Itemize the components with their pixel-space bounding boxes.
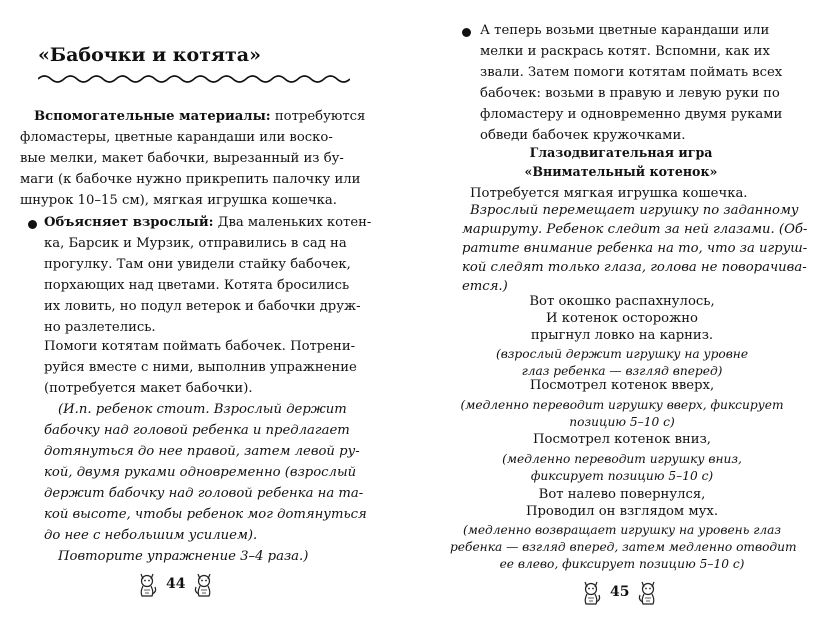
materials-line: маги (к бабочке нужно прикрепить палочку или — [20, 172, 361, 187]
adult-moves-line: маршруту. Ребенок следит за ней глазами. (Об- — [462, 222, 808, 237]
verse-note — [456, 451, 788, 485]
note-line: глаз ребенка — взгляд вперед) — [521, 364, 723, 378]
materials-line: шнурок 10–15 см), мягкая игрушка кошечка. — [20, 193, 337, 208]
verse-note — [456, 397, 788, 431]
intro-line: А теперь возьми цветные карандаши или — [480, 23, 770, 38]
intro-line: звали. Затем помоги котятам поймать всех — [480, 65, 783, 80]
kitten-icon — [136, 570, 158, 598]
help-line: руйся вместе с ними, выполнив упражнение — [44, 360, 357, 375]
verse-stanza — [456, 293, 788, 344]
adult-moves-line: Взрослый перемещает игрушку по заданному — [470, 203, 799, 218]
verse-note — [450, 522, 797, 573]
note-line: (медленно переводит игрушку вверх, фиксирует — [460, 398, 784, 412]
verse-stanza — [456, 431, 788, 448]
verse-line: Вот окошко распахнулось, — [529, 294, 715, 309]
instruction-line: бабочку над головой ребенка и предлагает — [44, 423, 350, 438]
adult-line: прогулку. Там они увидели стайку бабочек, — [44, 257, 351, 272]
game-heading — [456, 143, 786, 181]
game-heading-line: Глазодвигательная игра — [529, 145, 713, 160]
kitten-icon — [580, 578, 602, 606]
note-line: фиксирует позицию 5–10 с) — [530, 469, 714, 483]
note-line: ребенка — взгляд вперед, затем медленно отводит — [450, 540, 797, 554]
wavy-divider — [38, 73, 350, 85]
bullet-icon — [28, 220, 37, 229]
page-footer — [136, 570, 215, 598]
kitten-icon — [637, 578, 659, 606]
adult-line: их ловить, но подул ветерок и бабочки друж- — [44, 299, 361, 314]
adult-moves-line: ратите внимание ребенка на то, что за игруш- — [462, 241, 808, 256]
verse-line: И котенок осторожно — [546, 311, 698, 326]
page-number: 45 — [610, 584, 630, 600]
note-line: (медленно переводит игрушку вниз, — [502, 452, 742, 466]
verse-line: Посмотрел котенок вниз, — [533, 432, 711, 447]
note-line: (медленно возвращает игрушку на уровень глаз — [462, 523, 782, 537]
adult-line: Два маленьких котен- — [217, 215, 372, 230]
verse-line: Проводил он взглядом мух. — [525, 504, 719, 519]
instruction-line: кой, двумя руками одновременно (взрослый — [44, 465, 357, 480]
instruction-line: (И.п. ребенок стоит. Взрослый держит — [58, 402, 347, 417]
instruction-line: дотянуться до нее правой, затем левой ру- — [44, 444, 360, 459]
verse-note — [456, 346, 788, 380]
verse-stanza — [456, 486, 788, 520]
intro-line: мелки и раскрась котят. Вспомни, как их — [480, 44, 770, 59]
help-paragraph — [44, 336, 357, 399]
intro-line: обведи бабочек кружочками. — [480, 128, 686, 143]
note-line: позицию 5–10 с) — [569, 415, 675, 429]
intro-paragraph — [480, 20, 786, 146]
instruction-line: кой высоте, чтобы ребенок мог дотянуться — [44, 507, 367, 522]
adult-label: Объясняет взрослый: — [44, 215, 214, 230]
verse-line: прыгнул ловко на карниз. — [530, 328, 714, 343]
note-line: ее влево, фиксирует позицию 5–10 с) — [499, 557, 745, 571]
instruction-line: держит бабочку над головой ребенка на та- — [44, 486, 364, 501]
adult-line: порхающих над цветами. Котята бросились — [44, 278, 350, 293]
adult-moves-line: ется.) — [462, 279, 508, 294]
adult-moves-line: кой следят только глаза, голова не поворачива- — [462, 260, 807, 275]
materials-line: фломастеры, цветные карандаши или воско- — [20, 130, 333, 145]
instruction-line: до нее с небольшим усилием). — [44, 528, 258, 543]
help-line: (потребуется макет бабочки). — [44, 381, 253, 396]
instruction-line: Повторите упражнение 3–4 раза.) — [58, 549, 309, 564]
materials-label: Вспомогательные материалы: — [34, 109, 271, 124]
verse-stanza — [456, 377, 788, 394]
help-line: Помоги котятам поймать бабочек. Потрени- — [44, 339, 356, 354]
page-footer — [580, 578, 659, 606]
page-number: 44 — [166, 576, 186, 592]
verse-line: Вот налево повернулся, — [538, 487, 706, 502]
materials-paragraph — [20, 106, 366, 211]
game-heading-line: «Внимательный котенок» — [524, 164, 718, 179]
adult-line: но разлетелись. — [44, 320, 156, 335]
adult-moves-paragraph — [462, 201, 808, 296]
verse-line: Посмотрел котенок вверх, — [529, 378, 715, 393]
intro-line: бабочек: возьми в правую и левую руки по — [480, 86, 780, 101]
right-page — [408, 0, 816, 618]
kitten-icon — [193, 570, 215, 598]
adult-explains-paragraph — [44, 212, 372, 338]
instruction-paragraph — [44, 399, 367, 567]
materials-line: потребуются — [274, 109, 366, 124]
needs-text: Потребуется мягкая игрушка кошечка. — [470, 186, 748, 201]
page-title: «Бабочки и котята» — [38, 44, 261, 66]
intro-line: фломастеру и одновременно двумя руками — [480, 107, 783, 122]
materials-line: вые мелки, макет бабочки, вырезанный из бу- — [20, 151, 344, 166]
bullet-icon — [462, 28, 471, 37]
note-line: (взрослый держит игрушку на уровне — [495, 347, 749, 361]
adult-line: ка, Барсик и Мурзик, отправились в сад на — [44, 236, 347, 251]
